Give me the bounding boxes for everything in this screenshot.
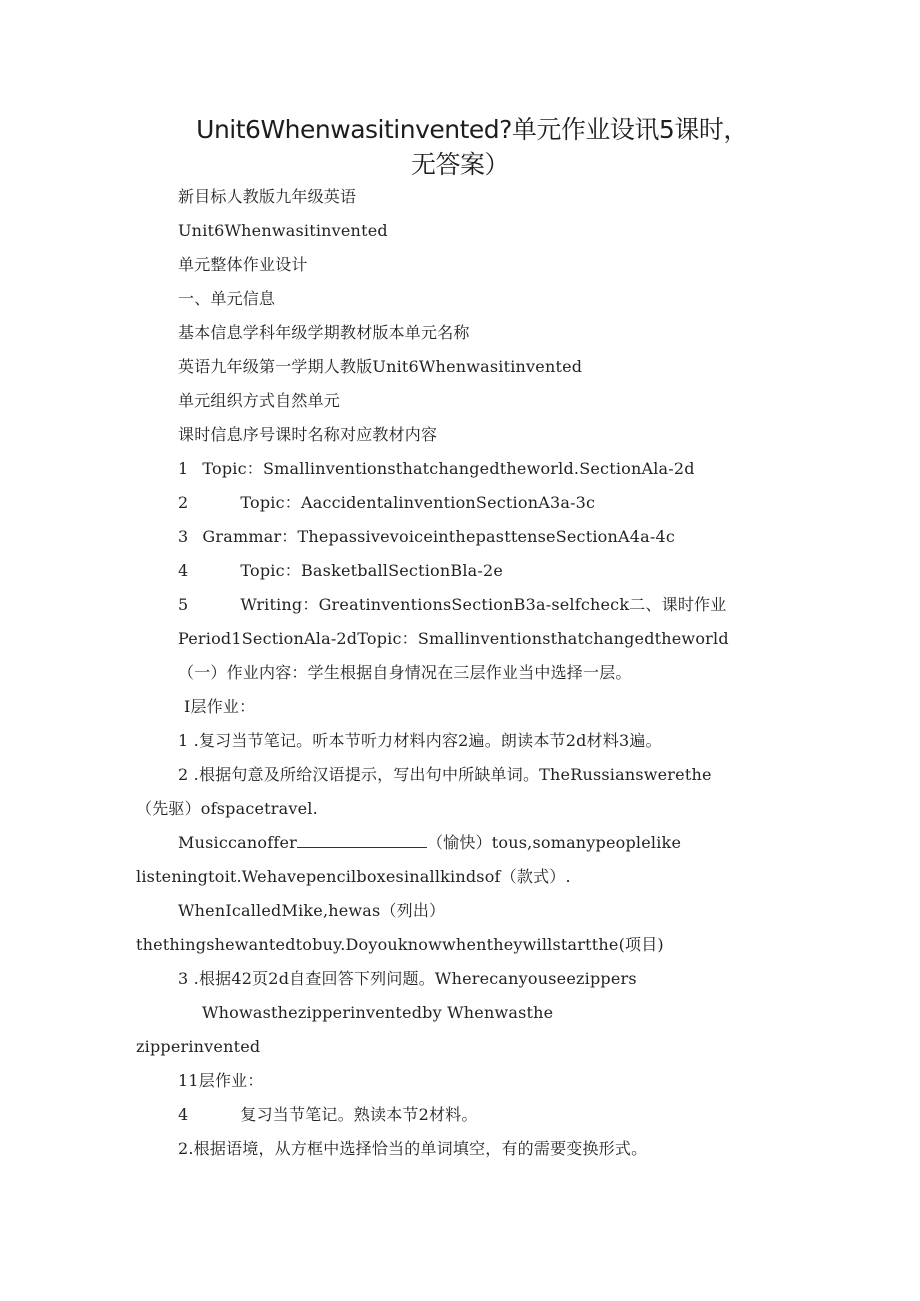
unit-name-line: Unit6Whenwasitinvented bbox=[178, 221, 388, 240]
lesson-number: 1 bbox=[178, 459, 189, 478]
lesson-row bbox=[178, 527, 675, 547]
subject-info-line: 英语九年级第一学期人教版Unit6Whenwasitinvented bbox=[178, 357, 583, 376]
item-text: 复习当节笔记。熟读本节2材料。 bbox=[240, 1105, 478, 1124]
lesson-number: 4 bbox=[178, 561, 189, 580]
lesson-info-header: 课时信息序号课时名称对应教材内容 bbox=[178, 425, 438, 444]
unit-info-heading: 一、单元信息 bbox=[178, 289, 276, 308]
mike-sentence: WhenIcalledMike,hewas（列出） bbox=[178, 901, 446, 920]
level-2-item-1 bbox=[178, 1105, 478, 1125]
lesson-text: Topic：Smallinventionsthatchangedtheworld.SectionAla-2d bbox=[202, 459, 695, 478]
document-title-line-1: Unit6Whenwasitinvented?单元作业设讯5课时， bbox=[196, 115, 748, 144]
level-2-heading: 11层作业： bbox=[178, 1071, 264, 1090]
answer-blank bbox=[297, 833, 427, 848]
basic-info-line: 基本信息学科年级学期教材版本单元名称 bbox=[178, 323, 470, 342]
lesson-number: 5 bbox=[178, 595, 189, 614]
lesson-text: Writing：GreatinventionsSectionB3a-selfcheck二、课时作业 bbox=[240, 595, 727, 614]
lesson-row bbox=[178, 493, 595, 513]
level-1-heading: I层作业： bbox=[184, 697, 256, 716]
lesson-row bbox=[178, 561, 503, 581]
level-2-item-2: 2.根据语境，从方框中选择恰当的单词填空，有的需要变换形式。 bbox=[178, 1139, 648, 1158]
lesson-row bbox=[178, 459, 695, 479]
lesson-number: 2 bbox=[178, 493, 189, 512]
music-sentence bbox=[178, 833, 681, 853]
level-1-item-2: 2 .根据句意及所给汉语提示，写出句中所缺单词。TheRussianswerethe bbox=[178, 765, 712, 784]
level-1-item-1: 1 .复习当节笔记。听本节听力材料内容2遍。朗读本节2d材料3遍。 bbox=[178, 731, 662, 750]
music-text-end: （愉快）tous,somanypeoplelike bbox=[426, 833, 682, 852]
lesson-text: Grammar：ThepassivevoiceinthepasttenseSectionA4a-4c bbox=[202, 527, 676, 546]
listening-sentence: listeningtoit.Wehavepencilboxesinallkindsof（款式）. bbox=[136, 867, 571, 886]
textbook-line: 新目标人教版九年级英语 bbox=[178, 187, 357, 206]
unit-organization-line: 单元组织方式自然单元 bbox=[178, 391, 341, 410]
homework-intro: （一）作业内容：学生根据自身情况在三层作业当中选择一层。 bbox=[178, 663, 632, 682]
lesson-number: 3 bbox=[178, 527, 189, 546]
project-sentence: thethingshewantedtobuy.Doyouknowwhentheywillstartthe(项目) bbox=[136, 935, 664, 954]
music-text-start: Musiccanoffer bbox=[178, 833, 297, 852]
zipper-question: Whowasthezipperinventedby Whenwasthe bbox=[202, 1003, 554, 1022]
level-1-item-2-continued: （先驱）ofspacetravel. bbox=[136, 799, 318, 818]
lesson-row bbox=[178, 595, 726, 615]
period-line: Period1SectionAla-2dTopic：Smallinventionsthatchangedtheworld bbox=[178, 629, 729, 648]
lesson-text: Topic：AaccidentalinventionSectionA3a-3c bbox=[240, 493, 596, 512]
level-1-item-3: 3 .根据42页2d自查回答下列问题。Wherecanyouseezippers bbox=[178, 969, 637, 988]
zipper-question-continued: zipperinvented bbox=[136, 1037, 261, 1056]
lesson-text: Topic：BasketballSectionBla-2e bbox=[240, 561, 504, 580]
section-heading: 单元整体作业设计 bbox=[178, 255, 308, 274]
document-title-line-2: 无答案） bbox=[410, 150, 509, 179]
item-number: 4 bbox=[178, 1105, 189, 1124]
